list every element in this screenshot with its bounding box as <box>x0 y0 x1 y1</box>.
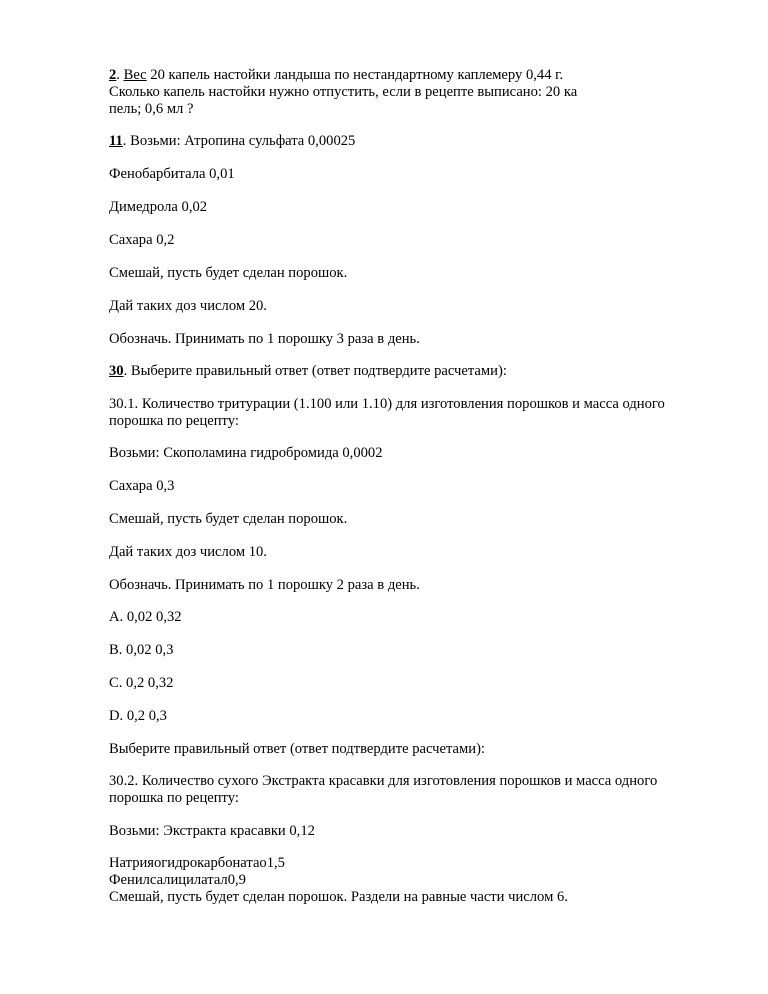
q11-item: Димедрола 0,02 <box>109 199 208 215</box>
q2-line-3: пель; 0,6 мл ? <box>109 101 194 117</box>
q30-2-line-2: порошка по рецепту: <box>109 790 239 806</box>
q30-1-option-c: C. 0,2 0,32 <box>109 675 174 691</box>
q30-1-item: Смешай, пусть будет сделан порошок. <box>109 511 348 527</box>
q30-2-rx: Возьми: Экстракта красавки 0,12 <box>109 823 315 839</box>
q30-2-rx3: Фенилсалицилатал0,9 <box>109 872 246 888</box>
q30-number: 30 <box>109 363 124 379</box>
q11-item: Обозначь. Принимать по 1 порошку 3 раза в день. <box>109 331 420 347</box>
q30-1-option-a: A. 0,02 0,32 <box>109 609 182 625</box>
q2-line-1 <box>109 67 563 84</box>
q30-1-item: Сахара 0,3 <box>109 478 175 494</box>
q2-text-1: 20 капель настойки ландыша по нестандартному каплемеру 0,44 г. <box>146 67 564 83</box>
q30-1-item: Обозначь. Принимать по 1 порошку 2 раза в день. <box>109 577 420 593</box>
q30-line-1 <box>109 363 507 380</box>
q11-item: Дай таких доз числом 20. <box>109 298 267 314</box>
q2-number: 2 <box>109 67 117 83</box>
q2-ves: Вес <box>123 67 147 83</box>
q30-1-item: Возьми: Скополамина гидробромида 0,0002 <box>109 445 383 461</box>
q11-item: Сахара 0,2 <box>109 232 175 248</box>
q30-1-item: Дай таких доз числом 10. <box>109 544 267 560</box>
q30-2-line-1: 30.2. Количество сухого Экстракта красавки для изготовления порошков и масса одного <box>109 773 658 789</box>
q11-text: . Возьми: Атропина сульфата 0,00025 <box>122 133 356 149</box>
q30-1-option-d: D. 0,2 0,3 <box>109 708 167 724</box>
q2-line-2: Сколько капель настойки нужно отпустить, если в рецепте выписано: 20 ка <box>109 84 578 100</box>
q30-2-rx4: Смешай, пусть будет сделан порошок. Раздели на равные части числом 6. <box>109 889 568 905</box>
q30-1-option-b: B. 0,02 0,3 <box>109 642 174 658</box>
q2-punct: . <box>116 67 124 83</box>
q30-1-line-1: 30.1. Количество тритурации (1.100 или 1.10) для изготовления порошков и масса одного <box>109 396 665 412</box>
q30-text: . Выберите правильный ответ (ответ подтвердите расчетами): <box>123 363 507 379</box>
q30-1-line-2: порошка по рецепту: <box>109 413 239 429</box>
q11-line-1 <box>109 133 355 150</box>
q11-item: Фенобарбитала 0,01 <box>109 166 235 182</box>
q11-item: Смешай, пусть будет сделан порошок. <box>109 265 348 281</box>
q30-2-rx2: Натрияогидрокарбонатао1,5 <box>109 855 285 871</box>
q11-number: 11 <box>109 133 123 149</box>
q30-2-intro: Выберите правильный ответ (ответ подтвердите расчетами): <box>109 741 485 757</box>
